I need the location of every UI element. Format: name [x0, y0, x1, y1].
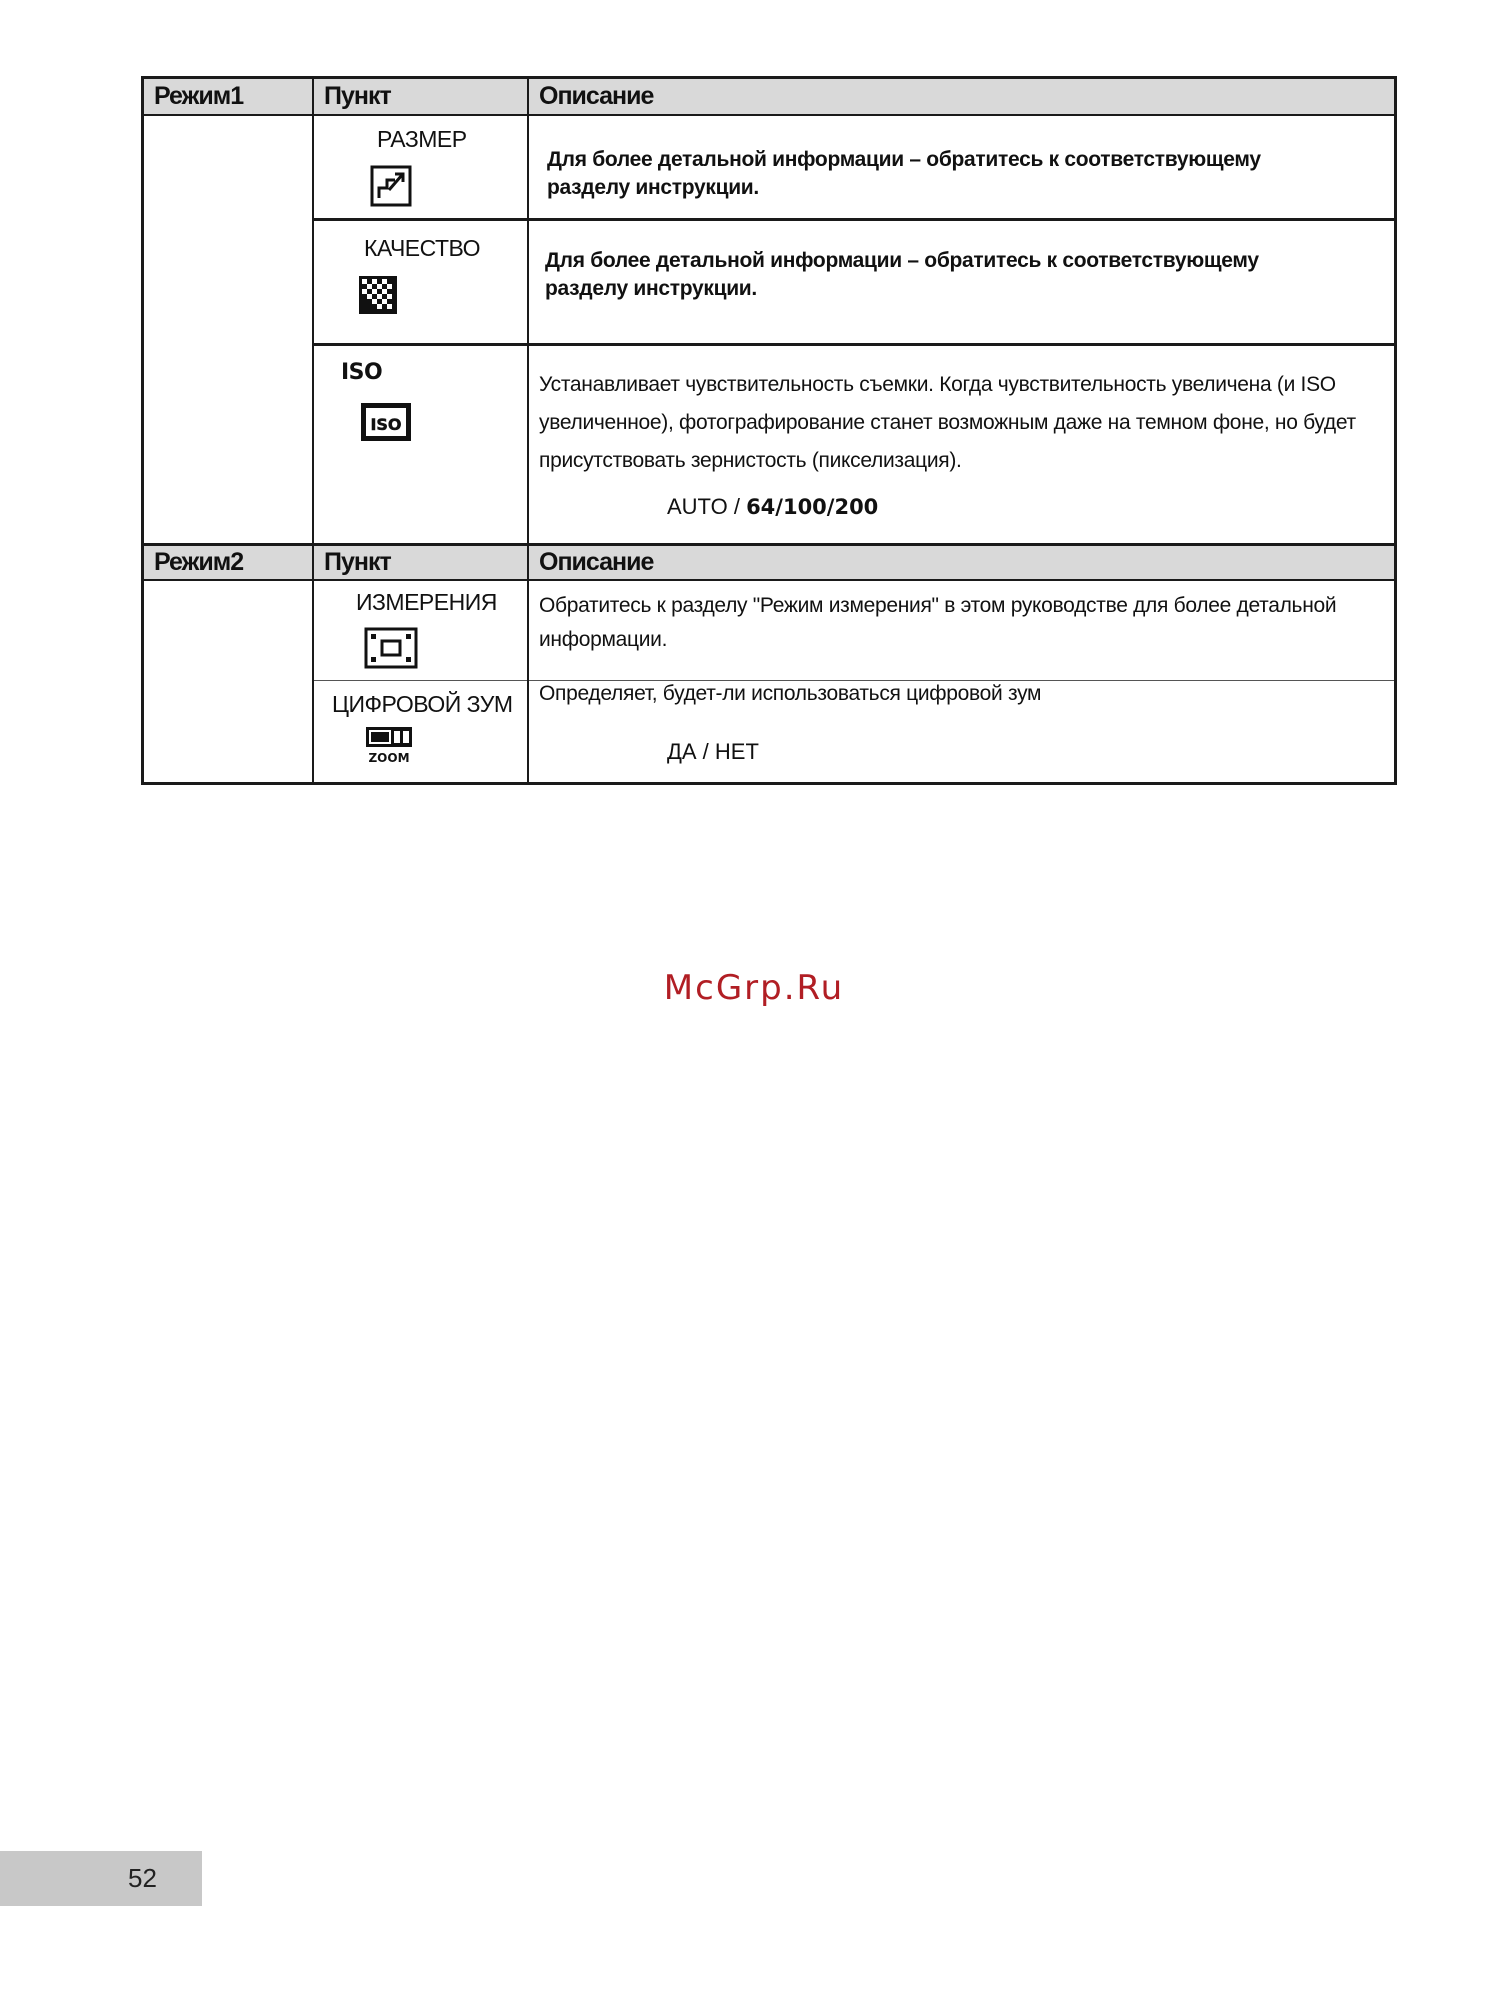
item-label: ЦИФРОВОЙ ЗУМ: [332, 690, 513, 717]
table-row: [144, 580, 1394, 680]
item-label: ИЗМЕРЕНИЯ: [356, 589, 497, 615]
header-mode: Режим2: [144, 544, 313, 580]
description-text: Обратитесь к разделу "Режим измерения" в этом руководстве для более детальной информации.: [539, 594, 1337, 651]
iso-icon: [360, 402, 412, 442]
table-row: [144, 219, 1394, 344]
description-cell: [528, 219, 1394, 344]
description-text: Для более детальной информации – обратитесь к соответствующему разделу инструкции.: [547, 148, 1261, 199]
header-description: Описание: [528, 79, 1394, 115]
item-cell: [313, 680, 528, 782]
item-cell: [313, 344, 528, 544]
item-cell: [313, 580, 528, 680]
description-text: Для более детальной информации – обратитесь к соответствующему разделу инструкции.: [545, 248, 1259, 300]
header-description: Описание: [528, 544, 1394, 580]
table-row: [144, 680, 1394, 782]
svg-text:ISO: ISO: [370, 414, 402, 434]
quality-icon: [358, 275, 398, 315]
iso-options: [539, 488, 1374, 526]
description-text: Устанавливает чувствительность съемки. Когда чувствительность увеличена (и ISO увеличенное), фотографирование станет возможным даже на темном фоне, но будет присутствовать зернистость (пикселизация).: [539, 372, 1356, 472]
item-label: КАЧЕСТВО: [364, 234, 480, 261]
item-label: ISO: [341, 359, 383, 385]
watermark: McGrp.Ru: [663, 968, 845, 1008]
metering-icon: [364, 627, 418, 669]
header-item: Пункт: [313, 544, 528, 580]
iso-options-auto: AUTO /: [667, 493, 747, 519]
iso-options-values: 64/100/200: [746, 494, 879, 519]
item-cell: [313, 115, 528, 219]
zoom-options: ДА / НЕТ: [667, 738, 759, 764]
table-row: [144, 115, 1394, 219]
description-cell: [528, 680, 1394, 782]
header-item: Пункт: [313, 79, 528, 115]
description-text: Определяет, будет-ли использоваться цифровой зум: [539, 681, 1042, 705]
table2-header-row: [144, 544, 1394, 580]
page-number: 52: [0, 1851, 202, 1906]
resize-icon: [369, 164, 413, 208]
description-cell: [528, 344, 1394, 544]
zoom-icon-text: ZOOM: [368, 750, 410, 765]
header-mode: Режим1: [144, 79, 313, 115]
settings-table: [141, 76, 1397, 785]
table1-header-row: [144, 79, 1394, 115]
description-cell: [528, 115, 1394, 219]
mode-cell: [144, 115, 313, 544]
item-cell: [313, 219, 528, 344]
digital-zoom-icon: [365, 725, 413, 765]
item-label: РАЗМЕР: [377, 126, 467, 152]
table-row: [144, 344, 1394, 544]
mode-cell: [144, 580, 313, 782]
description-cell: [528, 580, 1394, 680]
